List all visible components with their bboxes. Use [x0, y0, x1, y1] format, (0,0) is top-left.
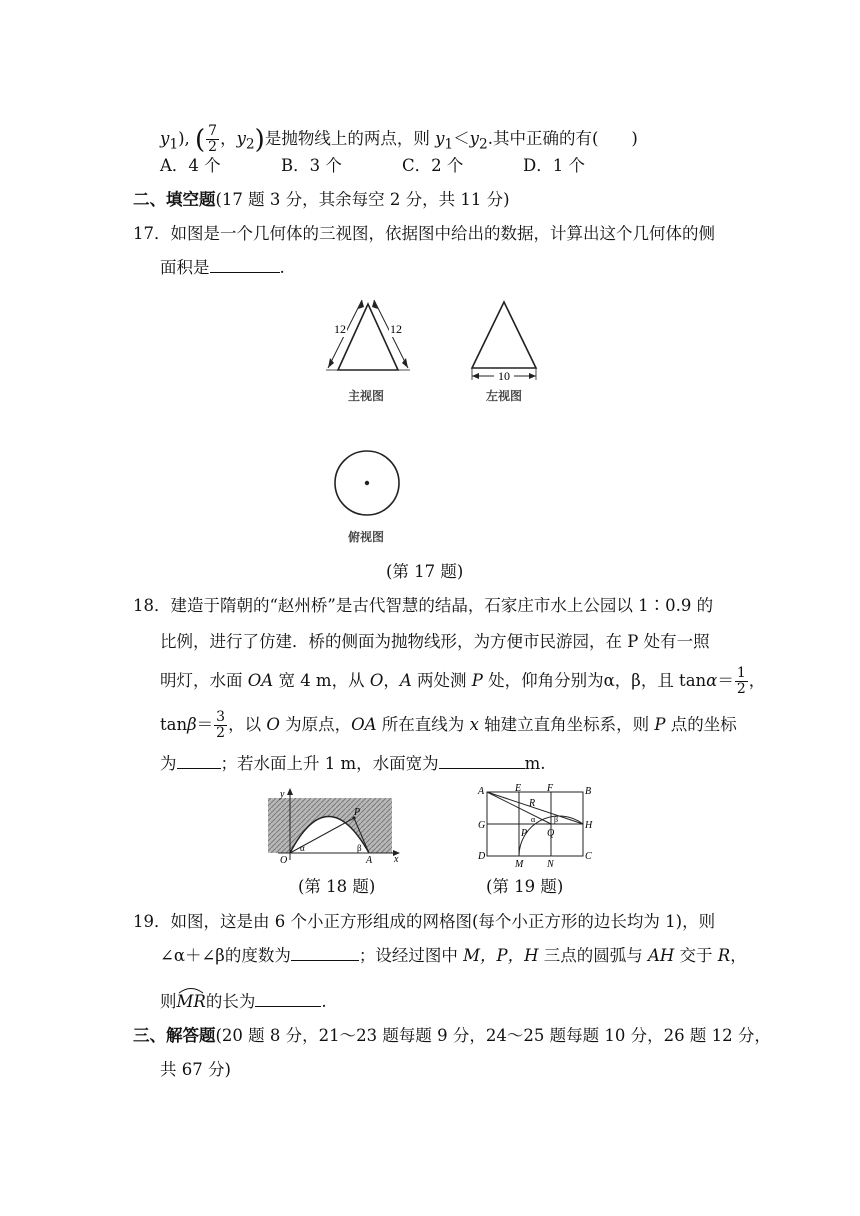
- q18-line2: 比例，进行了仿建．桥的侧面为抛物线形，为方便市民游园，在 P 处有一照: [160, 632, 710, 651]
- q18-answer-blank-2[interactable]: [439, 752, 525, 769]
- fig19-label-m: M: [515, 859, 524, 868]
- fig18-label-a: A: [366, 855, 373, 864]
- fig18-label-y: y: [280, 789, 285, 800]
- q16-option-c: C．2 个: [402, 156, 464, 175]
- q17-top-view: [332, 450, 402, 520]
- q19-line2: ∠α＋∠β的度数为 ；设经过图中 M，P，H 三点的圆弧与 AH 交于 R，: [160, 946, 747, 965]
- q17-label-top: 俯视图: [348, 530, 385, 544]
- q17-answer-blank[interactable]: [210, 256, 280, 273]
- q17-line1: 17．如图是一个几何体的三视图，依据图中给出的数据，计算出这个几何体的侧: [133, 224, 715, 243]
- q17-front-view: [318, 296, 418, 380]
- fig19-label-c: C: [585, 851, 592, 862]
- section3-header: [133, 1024, 771, 1048]
- section2-note: (17 题 3 分，其余每空 2 分，共 11 分): [215, 190, 510, 209]
- q17-label-left: 左视图: [486, 389, 523, 403]
- fig19-label-d: D: [478, 851, 486, 862]
- fig18-label-o: O: [280, 855, 288, 864]
- q18-line5: 为 ；若水面上升 1 m，水面宽为 m.: [160, 754, 546, 773]
- fig18-label-p: P: [354, 807, 361, 818]
- q19-arc-mr: MR: [176, 992, 206, 1011]
- q16-fraction: $\frac{7}{2}$: [208, 123, 218, 155]
- q16-y1-sub: 1: [169, 136, 179, 153]
- section2-heading: 二、填空题: [133, 190, 216, 209]
- q17-left-view: [466, 298, 546, 382]
- q17-dim-left: 12: [334, 322, 346, 336]
- q16-tail-line: $y_1$), ( $\frac{7}{2}$ ，$y_2$)是抛物线上的两点，则 $y_1<y_2$.其中正确的有( ): [160, 123, 638, 155]
- q18-figure: [266, 788, 406, 864]
- q18-line4: tanβ＝ $\frac{3}{2}$ ，以 O 为原点，OA 所在直线为 x 轴建立直角坐标系，则 P 点的坐标: [160, 709, 737, 741]
- q19-figure: [475, 784, 600, 868]
- q16-option-a: A．4 个: [160, 156, 221, 175]
- arc-symbol: [177, 984, 205, 994]
- q17-caption: (第 17 题): [386, 562, 464, 581]
- section3-note-line2: 共 67 分): [160, 1060, 231, 1079]
- section2-header: [133, 188, 510, 212]
- q18-line1: 18．建造于隋朝的“赵州桥”是古代智慧的结晶，石家庄市水上公园以 1∶0.9 的: [133, 596, 714, 615]
- fig19-label-r: R: [529, 798, 536, 809]
- fig19-label-q: Q: [547, 828, 555, 839]
- q16-text-b: 是抛物线上的两点，则: [264, 129, 436, 148]
- fig19-label-beta: β: [554, 815, 559, 824]
- q18-tan-alpha-fraction: $\frac{1}{2}$: [736, 665, 746, 697]
- q19-line3: 则MR的长为 .: [160, 990, 327, 1014]
- q17-label-front: 主视图: [348, 389, 385, 403]
- fig19-label-f: F: [547, 784, 554, 794]
- q17-line2: 面积是 .: [160, 258, 285, 277]
- q16-option-b: B．3 个: [281, 156, 342, 175]
- q17-dim-base: 10: [498, 369, 510, 382]
- section3-heading: 三、解答题: [133, 1026, 216, 1045]
- q18-tan-beta-fraction: $\frac{3}{2}$: [216, 709, 226, 741]
- fig19-label-e: E: [515, 784, 522, 794]
- q16-text-a: ),: [178, 129, 190, 148]
- q19-line1: 19．如图，这是由 6 个小正方形组成的网格图(每个小正方形的边长均为 1)，则: [133, 912, 716, 931]
- fig19-label-p: P: [521, 828, 528, 839]
- fig19-label-h: H: [585, 820, 593, 831]
- fig18-label-alpha: α: [300, 843, 305, 853]
- q19-caption: (第 19 题): [486, 877, 564, 896]
- q16-point2: (: [195, 124, 206, 155]
- q16-text-c: .其中正确的有( ): [487, 129, 638, 148]
- q16-options: [160, 154, 644, 178]
- fig18-label-x: x: [394, 854, 399, 864]
- q19-answer-blank-2[interactable]: [255, 990, 321, 1007]
- q16-y1: y: [160, 129, 170, 148]
- q18-answer-blank-1[interactable]: [177, 752, 221, 769]
- q19-answer-blank-1[interactable]: [291, 944, 359, 961]
- q18-caption: (第 18 题): [298, 877, 376, 896]
- fig18-label-beta: β: [357, 843, 362, 853]
- section3-note-1: (20 题 8 分，21～23 题每题 9 分，24～25 题每题 10 分，26 题 12 分，: [215, 1026, 771, 1045]
- fig19-label-g: G: [478, 820, 486, 831]
- q16-y2: y: [236, 129, 246, 148]
- q16-option-d: D．1 个: [523, 156, 585, 175]
- q18-line3: 明灯，水面 OA 宽 4 m，从 O，A 两处测 P 处，仰角分别为α，β，且 tanα＝ $\frac{1}{2}$ ，: [160, 665, 766, 697]
- q17-dim-right: 12: [390, 322, 402, 336]
- fig19-label-n: N: [547, 859, 554, 868]
- fig19-label-alpha: α: [531, 815, 536, 824]
- fig19-label-a: A: [478, 786, 485, 797]
- fig19-label-b: B: [585, 786, 592, 797]
